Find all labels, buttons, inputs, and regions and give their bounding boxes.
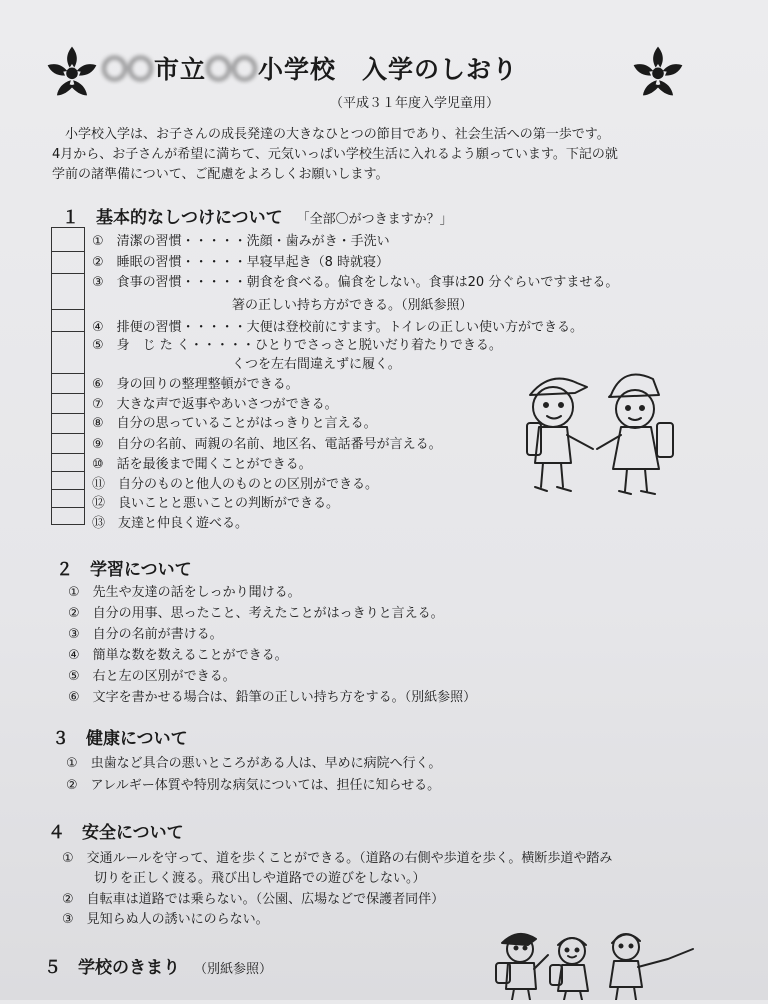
checkbox[interactable] (52, 472, 84, 490)
list-item: ⑬ 友達と仲良く遊べる。 (92, 516, 249, 531)
children-holding-hands-illustration (505, 365, 695, 500)
intro-line: 小学校入学は、お子さんの成長発達の大きなひとつの節目であり、社会生活への第一歩です。 (65, 127, 610, 142)
list-item: ① 交通ルールを守って、道を歩くことができる。（道路の右側や歩道を歩く。横断歩道や踏み (62, 851, 613, 866)
list-item: ⑫ 良いことと悪いことの判断ができる。 (92, 496, 340, 511)
list-item: くつを左右間違えずに履く。 (232, 357, 401, 372)
checkbox[interactable] (52, 252, 84, 274)
redacted-city-name: 〇〇 (102, 55, 155, 84)
list-item: ⑦ 大きな声で返事やあいさつができる。 (92, 397, 338, 412)
section-heading-discipline: １ 基本的なしつけについて 「全部〇がつきますか？」 (62, 208, 453, 228)
list-item: ⑥ 身の回りの整理整頓ができる。 (92, 377, 299, 392)
list-item: ⑧ 自分の思っていることがはっきりと言える。 (92, 416, 377, 431)
list-item: ⑤ 右と左の区別ができる。 (68, 669, 236, 684)
list-item: ⑤ 身 じ た く・・・・・ひとりでさっさと脱いだり着たりできる。 (92, 338, 502, 353)
list-item: ⑪ 自分のものと他人のものとの区別ができる。 (92, 477, 379, 492)
checkbox[interactable] (52, 490, 84, 508)
checkbox[interactable] (52, 332, 84, 374)
checkbox[interactable] (52, 374, 84, 394)
checkbox[interactable] (52, 414, 84, 434)
section-heading-learning: ２ 学習について (56, 560, 192, 580)
checkbox[interactable] (52, 434, 84, 454)
page-subtitle: （平成３１年度入学児童用） (330, 96, 500, 111)
list-item: ① 虫歯など具合の悪いところがある人は、早めに病院へ行く。 (66, 756, 442, 771)
checkbox[interactable] (52, 310, 84, 332)
section-heading-health: ３ 健康について (52, 729, 188, 749)
section-note: 「全部〇がつきますか？」 (296, 212, 453, 227)
intro-paragraph (52, 125, 702, 185)
list-item: ② 自分の用事、思ったこと、考えたことがはっきりと言える。 (68, 606, 444, 621)
children-walking-illustration (488, 925, 703, 1000)
list-item: ⑩ 話を最後まで聞くことができる。 (92, 457, 312, 472)
list-item: ③ 見知らぬ人の誘いにのらない。 (62, 912, 269, 927)
section-heading-safety: ４ 安全について (48, 823, 184, 843)
list-item: ② 睡眠の習慣・・・・・早寝早起き（8 時就寝） (92, 255, 390, 270)
redacted-school-name: 〇〇 (206, 55, 259, 84)
intro-line: 4月から、お子さんが希望に満ちて、元気いっぱい学校生活に入れるよう願っています。下記の就 (52, 147, 618, 162)
checkbox[interactable] (52, 508, 84, 526)
list-item: ⑨ 自分の名前、両親の名前、地区名、電話番号が言える。 (92, 437, 442, 452)
checkbox[interactable] (52, 454, 84, 472)
list-item: ③ 自分の名前が書ける。 (68, 627, 223, 642)
list-item: ③ 食事の習慣・・・・・朝食を食べる。偏食をしない。食事は20 分ぐらいですませる。 (92, 275, 619, 290)
list-item: ② 自転車は道路では乗らない。（公園、広場などで保護者同伴） (62, 892, 445, 907)
sakura-flower-icon (626, 42, 690, 100)
list-item: ① 先生や友達の話をしっかり聞ける。 (68, 585, 301, 600)
checkbox-column (51, 227, 85, 525)
sakura-flower-icon (40, 42, 104, 100)
list-item: ④ 簡単な数を数えることができる。 (68, 648, 288, 663)
checkbox[interactable] (52, 394, 84, 414)
list-item: 切りを正しく渡る。飛び出しや道路での遊びをしない。） (94, 871, 426, 886)
list-item: ⑥ 文字を書かせる場合は、鉛筆の正しい持ち方をする。（別紙参照） (68, 690, 477, 705)
list-item: ① 清潔の習慣・・・・・洗顔・歯みがき・手洗い (92, 234, 390, 249)
section-heading-school-rules: ５ 学校のきまり （別紙参照） (44, 958, 273, 978)
list-item: 箸の正しい持ち方ができる。（別紙参照） (232, 298, 473, 313)
checkbox[interactable] (52, 228, 84, 252)
list-item: ④ 排便の習慣・・・・・大便は登校前にすます。トイレの正しい使い方ができる。 (92, 320, 583, 335)
list-item: ② アレルギー体質や特別な病気については、担任に知らせる。 (66, 778, 441, 793)
section-note: （別紙参照） (194, 962, 273, 977)
page-title: 〇〇市立〇〇小学校 入学のしおり (102, 55, 519, 84)
intro-line: 学前の諸準備について、ご配慮をよろしくお願いします。 (52, 167, 389, 182)
checkbox[interactable] (52, 274, 84, 310)
